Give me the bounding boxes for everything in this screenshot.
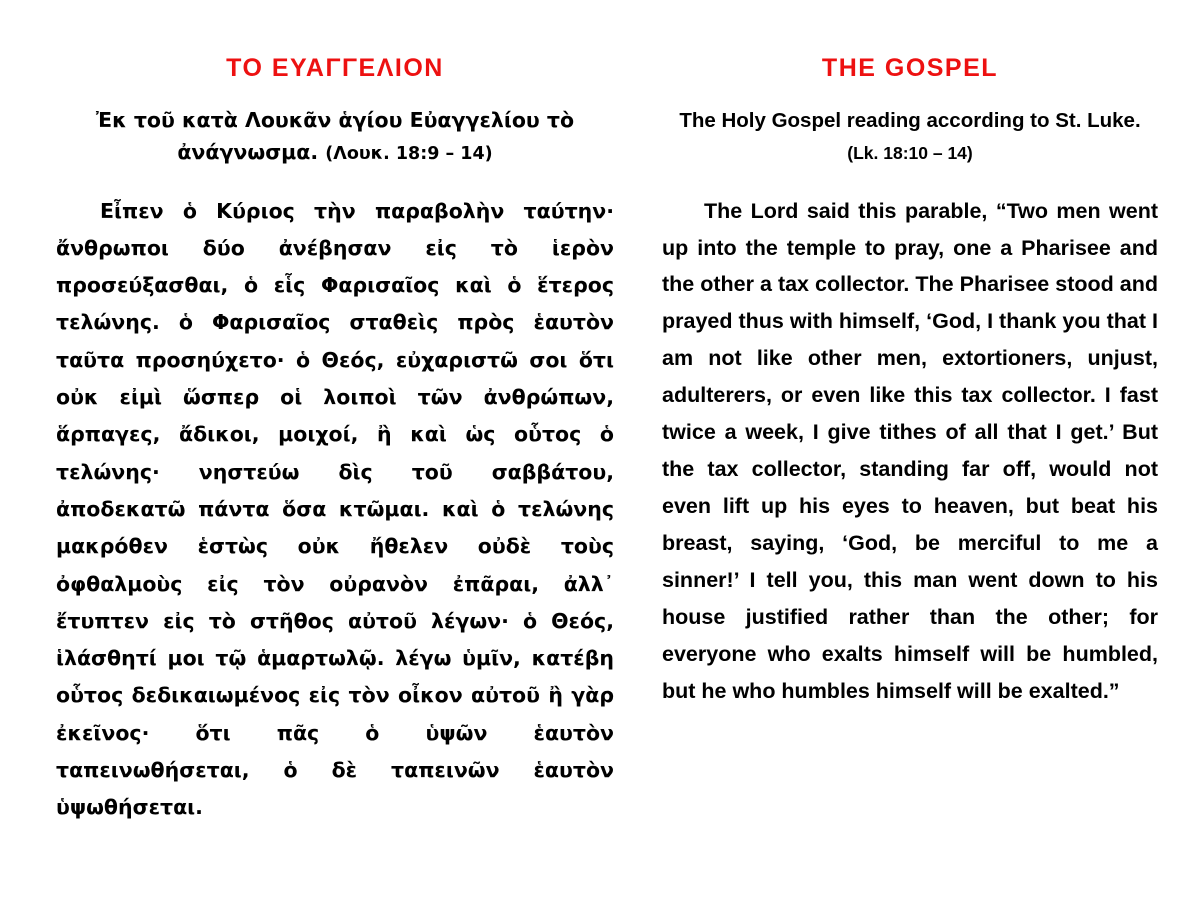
english-column	[662, 40, 1158, 904]
greek-column	[56, 40, 614, 904]
english-gospel-title: THE GOSPEL	[821, 54, 999, 82]
greek-gospel-body: Εἶπεν ὁ Κύριος τὴν παραβολὴν ταύτην· ἄνθρωποι δύο ἀνέβησαν εἰς τὸ ἱερὸν προσεύξασθαι, ὁ εἷς Φαρισαῖος καὶ ὁ ἕτερος τελώνης. ὁ Φαρισαῖος σταθεὶς πρὸς ἑαυτὸν ταῦτα προσηύχετο· ὁ Θεός, εὐχαριστῶ σοι ὅτι οὐκ εἰμὶ ὥσπερ οἱ λοιποὶ τῶν ἀνθρώπων, ἅρπαγες, ἄδικοι, μοιχοί, ἢ καὶ ὡς οὗτος ὁ τελώνης· νηστεύω δὶς τοῦ σαββάτου, ἀποδεκατῶ πάντα ὅσα κτῶμαι. καὶ ὁ τελώνης μακρόθεν ἑστὼς οὐκ ἤθελεν οὐδὲ τοὺς ὀφθαλμοὺς εἰς τὸν οὐρανὸν ἐπᾶραι, ἀλλ᾿ ἔτυπτεν εἰς τὸ στῆθος αὐτοῦ λέγων· ὁ Θεός, ἱλάσθητί μοι τῷ ἁμαρτωλῷ. λέγω ὑμῖν, κατέβη οὗτος δεδικαιωμένος εἰς τὸν οἶκον αὐτοῦ ἢ γὰρ ἐκεῖνος· ὅτι πᾶς ὁ ὑψῶν ἑαυτὸν ταπεινωθήσεται, ὁ δὲ ταπεινῶν ἑαυτὸν ὑψωθήσεται.	[56, 198, 614, 820]
english-subtitle-text: The Holy Gospel reading according to St. Luke.	[679, 109, 1141, 132]
english-scripture-reference: (Lk. 18:10 – 14)	[847, 142, 973, 163]
greek-subtitle	[56, 105, 614, 169]
english-subtitle	[662, 105, 1158, 169]
greek-gospel-title: ΤΟ ΕΥΑΓΓΕΛΙΟΝ	[226, 54, 444, 82]
greek-scripture-reference: (Λουκ. 18:9 – 14)	[325, 143, 493, 164]
greek-subtitle-text: Ἐκ τοῦ κατὰ Λουκᾶν ἁγίου Εὐαγγελίου τὸ ἀνάγνωσμα.	[95, 108, 575, 164]
english-gospel-body: The Lord said this parable, “Two men went up into the temple to pray, one a Pharisee and the other a tax collector. The Pharisee stood and prayed thus with himself, ‘God, I thank you that I am not like other men, extortioners, unjust, adulterers, or even like this tax collector. I fast twice a week, I give tithes of all that I get.’ But the tax collector, standing far off, would not even lift up his eyes to heaven, but beat his breast, saying, ‘God, be merciful to me a sinner!’ I tell you, this man went down to his house justified rather than the other; for everyone who exalts himself will be humbled, but he who humbles himself will be exalted.”	[662, 198, 1158, 704]
